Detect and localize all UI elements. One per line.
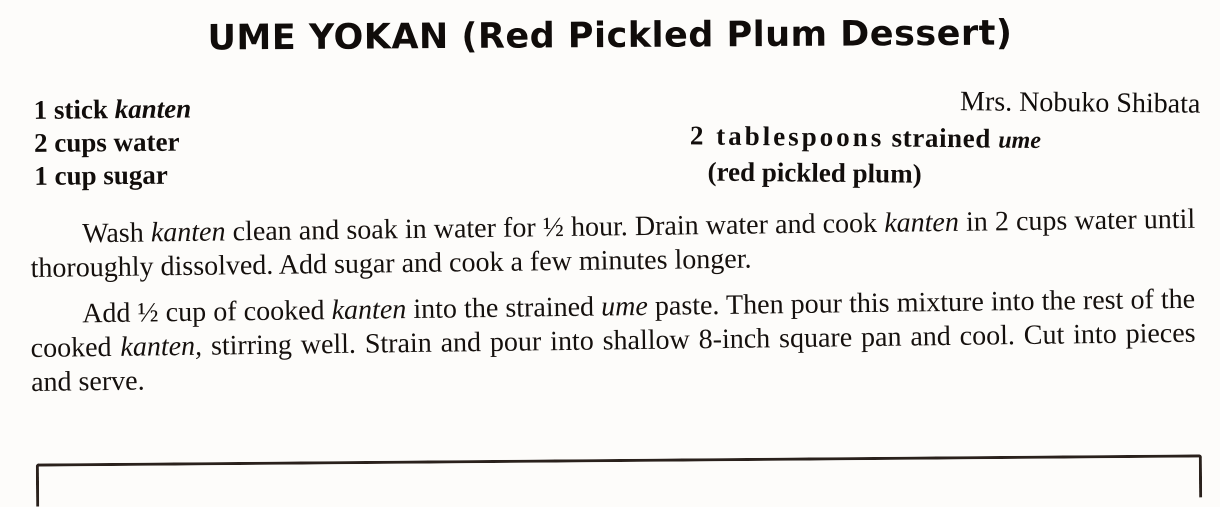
ingredient-text: 1 stick [33,94,115,125]
italic-term: kanten [150,216,226,249]
ingredient-quantity: 2 tablespoons [689,120,885,153]
italic-term: kanten [331,294,407,327]
contributor-text: Mrs. Nobuko Shibata [959,86,1201,120]
ingredient-item: 2 cups water [33,126,180,158]
ingredient-text: strained [884,122,999,154]
paragraph-indent [30,242,82,243]
paragraph-indent [30,322,82,323]
paragraph-text: into the strained [406,291,602,326]
italic-term: kanten [884,206,960,239]
ingredient-italic-term: kanten [114,93,192,125]
ingredient-item [690,117,1200,160]
italic-term: ume [600,290,648,323]
contributor-name [690,83,1200,120]
bottom-border-box [36,454,1202,506]
ingredient-item: (red pickled plum) [707,156,922,189]
paragraph-text: paste. Then pour this mixture into the rest of the cooked [30,283,1196,364]
instructions [30,203,1196,400]
ingredient-italic-term: ume [998,127,1042,155]
paragraph-text: Wash [82,217,152,250]
instruction-paragraph [30,283,1196,400]
italic-term: kanten, [120,330,203,363]
ingredients-left-column [34,90,465,193]
paragraph-text: stirring well. Strain and pour into shallow 8-inch square pan and cool. Cut into pieces and serve. [30,317,1196,398]
ingredient-item [34,90,464,127]
paragraph-text: in 2 cups water until thoroughly dissolved. Add sugar and cook a few minutes longer. [30,203,1196,284]
byline-and-right-ingredients [689,83,1200,193]
paragraph-text: Add ½ cup of cooked [82,295,332,330]
page-title: UME YOKAN (Red Pickled Plum Dessert) [207,13,1013,59]
ingredient-item: 1 cup sugar [34,159,168,191]
instruction-paragraph [30,203,1196,286]
paragraph-text: clean and soak in water for ½ hour. Drain water and cook [225,207,885,248]
